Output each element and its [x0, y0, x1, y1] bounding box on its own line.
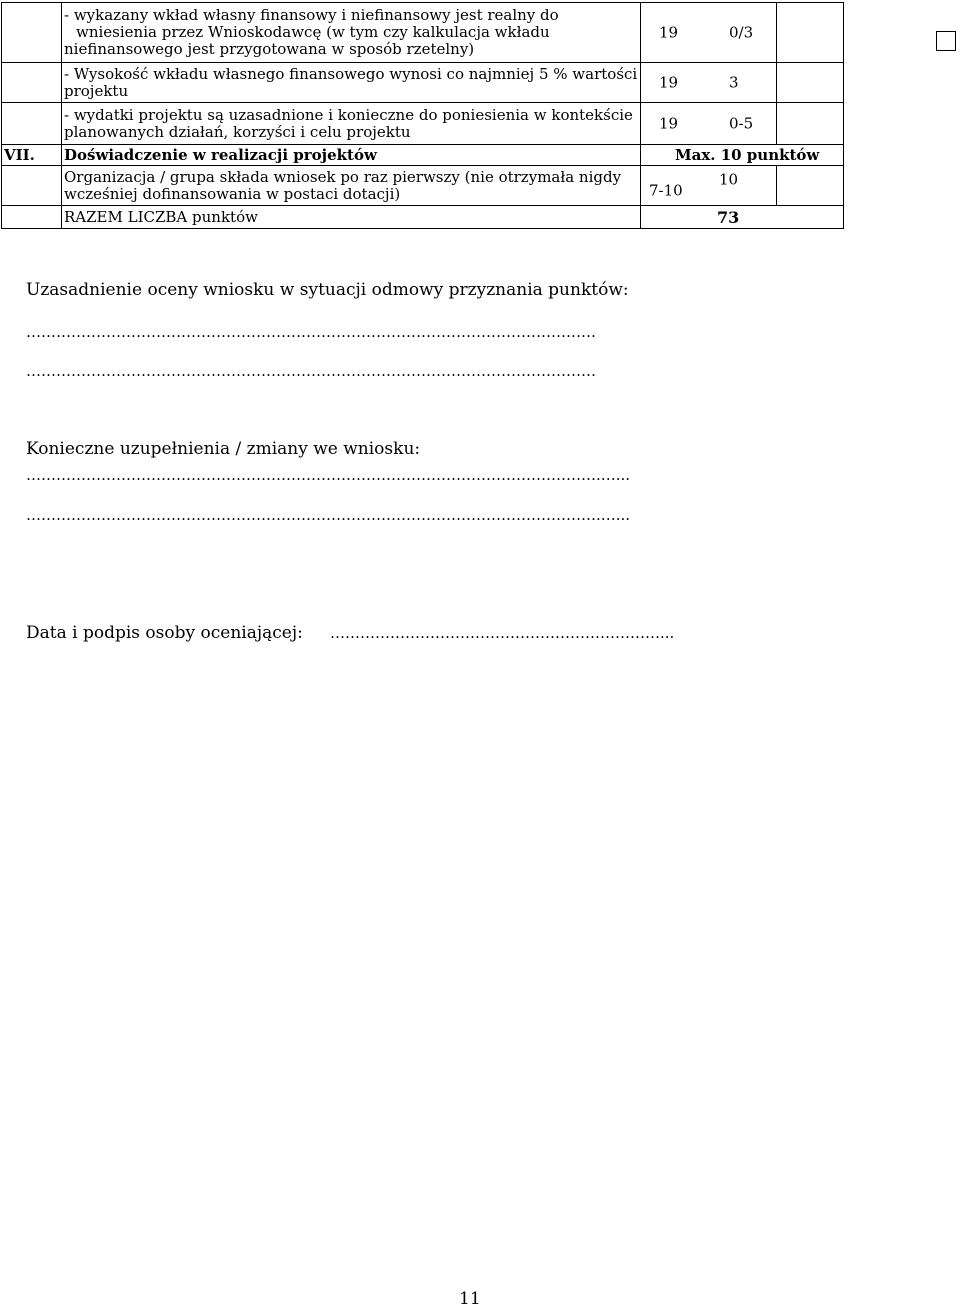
section-number-cell [2, 166, 62, 206]
criterion-text: wniesienia przez Wnioskodawcę (w tym czy kalkulacja wkładu [76, 23, 550, 41]
empty-cell [777, 103, 844, 145]
justification-label: Uzasadnienie oceny wniosku w sytuacji odmowy przyznania punktów: [26, 280, 629, 300]
score-a: 19 [659, 23, 679, 41]
page-number: 11 [459, 1289, 481, 1309]
empty-cell [777, 3, 844, 63]
empty-cell [777, 63, 844, 103]
score-cell [641, 166, 777, 206]
table-row [2, 63, 844, 103]
signature-label: Data i podpis osoby oceniającej: [26, 623, 303, 643]
signature-dots[interactable]: …………………………………………………………... [330, 624, 675, 642]
score-value: 10 [719, 170, 739, 189]
score-cell [641, 103, 777, 145]
changes-dots[interactable]: …………………………………………………………………………………………………….…... [26, 466, 631, 484]
score-b: 3 [729, 73, 739, 91]
score-a: 19 [659, 114, 679, 132]
table-row [2, 3, 844, 63]
criterion-text: projektu [64, 81, 129, 100]
section-title: Doświadczenie w realizacji projektów [62, 145, 641, 166]
total-row [2, 206, 844, 229]
table-row [2, 166, 844, 206]
section-header-row [2, 145, 844, 166]
score-b: 0/3 [729, 23, 754, 41]
score-cell [641, 63, 777, 103]
total-label: RAZEM LICZBA punktów [62, 206, 641, 229]
evaluation-table [1, 2, 844, 229]
justification-dots[interactable]: …………………………………………………………………………………………………… [26, 323, 596, 341]
criterion-text: - Wysokość wkładu własnego finansowego wynosi co najmniej 5 % wartości [64, 64, 638, 83]
criterion-text: wcześniej dofinansowania w postaci dotacji) [64, 184, 401, 203]
section-number: VII. [2, 145, 62, 166]
criterion-cell [62, 166, 641, 206]
criterion-cell [62, 3, 641, 63]
criterion-text: Organizacja / grupa składa wniosek po raz pierwszy (nie otrzymała nigdy [64, 167, 622, 186]
score-b: 0-5 [729, 114, 754, 132]
section-number-cell [2, 103, 62, 145]
table-row [2, 103, 844, 145]
section-max-points: Max. 10 punktów [641, 145, 844, 166]
section-number-cell [2, 206, 62, 229]
criterion-text: planowanych działań, korzyści i celu projektu [64, 122, 411, 141]
checkbox[interactable] [936, 31, 956, 51]
score-range: 7-10 [649, 181, 683, 200]
justification-dots[interactable]: …………………………………………………………………………………………………… [26, 362, 596, 380]
criterion-text: niefinansowego jest przygotowana w sposób rzetelny) [64, 40, 475, 58]
score-cell [641, 3, 777, 63]
empty-cell [777, 166, 844, 206]
total-value: 73 [641, 206, 844, 229]
changes-label: Konieczne uzupełnienia / zmiany we wniosku: [26, 439, 421, 459]
changes-dots[interactable]: …………………………………………………………………………………………………….…... [26, 506, 631, 524]
criterion-text: - wykazany wkład własny finansowy i niefinansowy jest realny do [64, 6, 559, 24]
section-number-cell [2, 3, 62, 63]
section-number-cell [2, 63, 62, 103]
criterion-cell [62, 103, 641, 145]
criterion-cell [62, 63, 641, 103]
criterion-text: - wydatki projektu są uzasadnione i konieczne do poniesienia w kontekście [64, 105, 633, 124]
score-a: 19 [659, 73, 679, 91]
